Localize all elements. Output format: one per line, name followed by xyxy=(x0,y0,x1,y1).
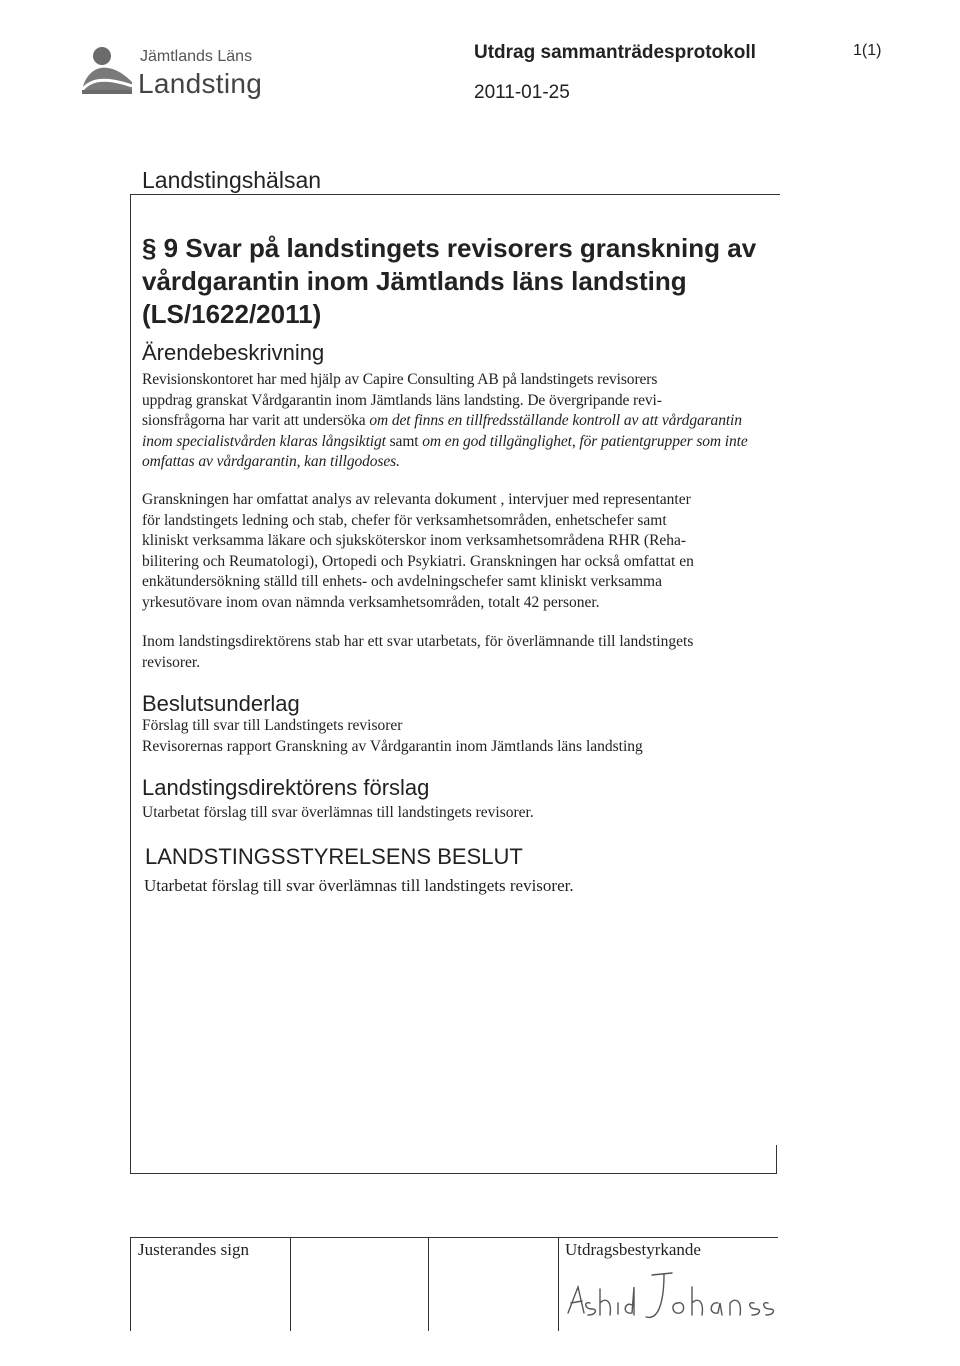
italic-question-text: om det finns en tillfredsställande kontroll av att vårdgarantin xyxy=(369,412,742,429)
beslut-text: Utarbetat förslag till svar överlämnas till landstingets revisorer. xyxy=(144,876,574,895)
italic-question-text: inom specialistvården klaras långsiktigt xyxy=(142,432,386,450)
document-date: 2011-01-25 xyxy=(474,82,570,103)
paragraph-line: uppdrag granskat Vårdgarantin inom Jämtlands läns landsting. De övergripande revi- xyxy=(142,391,662,409)
paragraph-line: Revisionskontoret har med hjälp av Capire Consulting AB på landstingets revisorers xyxy=(142,371,658,388)
justerandes-sign-label: Justerandes sign xyxy=(138,1240,249,1259)
landsting-logo-icon xyxy=(80,42,134,96)
beslutsunderlag-heading: Beslutsunderlag xyxy=(142,691,300,716)
paragraph-line: omfattas av vårdgarantin, kan tillgodoses. xyxy=(142,453,400,470)
arendebeskrivning-paragraph-2 xyxy=(142,490,772,613)
page-number: 1(1) xyxy=(853,42,882,59)
section-title-line: § 9 Svar på landstingets revisorers granskning av xyxy=(142,233,757,263)
paragraph-line: bilitering och Reumatologi), Ortopedi och Psykiatri. Granskningen har också omfattat en xyxy=(142,552,694,570)
frame-right-border xyxy=(776,1145,777,1173)
section-title-line: vårdgarantin inom Jämtlands läns landsting xyxy=(142,266,687,296)
paragraph-line xyxy=(142,411,772,432)
frame-left-border xyxy=(130,194,131,1174)
signature-table xyxy=(130,1237,778,1331)
arendebeskrivning-heading: Ärendebeskrivning xyxy=(142,340,325,365)
arendebeskrivning-paragraph-3 xyxy=(142,632,772,673)
list-item: Revisorernas rapport Granskning av Vårdgarantin inom Jämtlands läns landsting xyxy=(142,737,643,755)
logo-text-line2: Landsting xyxy=(138,68,263,99)
italic-question-text: om en god tillgänglighet, för patientgrupper som inte xyxy=(422,432,748,450)
logo-text-line1: Jämtlands Läns xyxy=(140,48,253,65)
table-top-border xyxy=(130,1237,778,1238)
utdragsbestyrkande-label: Utdragsbestyrkande xyxy=(565,1240,701,1259)
direktorens-forslag-heading: Landstingsdirektörens förslag xyxy=(142,775,430,800)
section-title-line: (LS/1622/2011) xyxy=(142,299,322,329)
paragraph-line xyxy=(142,432,772,453)
paragraph-line: kliniskt verksamma läkare och sjuksköterskor inom verksamhetsområdena RHR (Reha- xyxy=(142,532,687,549)
paragraph-text: samt xyxy=(385,432,423,450)
paragraph-line: enkätundersökning ställd till enhets- och avdelningschefer samt kliniskt verksamma xyxy=(142,573,662,590)
paragraph-line: Inom landstingsdirektörens stab har ett svar utarbetats, för överlämnande till landstingets xyxy=(142,633,694,650)
paragraph-line: revisorer. xyxy=(142,653,201,671)
frame-top-border xyxy=(130,194,780,195)
table-cell-divider xyxy=(290,1237,291,1331)
direktorens-forslag-text: Utarbetat förslag till svar överlämnas till landstingets revisorer. xyxy=(142,804,534,821)
table-cell-divider xyxy=(130,1237,131,1331)
table-cell-divider xyxy=(558,1237,559,1331)
paragraph-text: sionsfrågorna har varit att undersöka xyxy=(142,412,370,429)
document-title: Utdrag sammanträdesprotokoll xyxy=(474,42,756,63)
paragraph-line: Granskningen har omfattat analys av relevanta dokument , intervjuer med representanter xyxy=(142,491,691,508)
department-name: Landstingshälsan xyxy=(142,167,322,193)
section-title xyxy=(142,232,772,331)
paragraph-line: yrkesutövare inom ovan nämnda verksamhetsområden, totalt 42 personer. xyxy=(142,593,600,611)
table-cell-divider xyxy=(428,1237,429,1331)
list-item: Förslag till svar till Landstingets revisorer xyxy=(142,717,403,734)
paragraph-line: för landstingets ledning och stab, chefer för verksamhetsområden, enhetschefer samt xyxy=(142,511,667,529)
arendebeskrivning-paragraph-1 xyxy=(142,370,772,473)
beslutsunderlag-list xyxy=(142,716,643,757)
organization-logo xyxy=(80,34,290,104)
beslut-heading: LANDSTINGSSTYRELSENS BESLUT xyxy=(145,844,523,869)
handwritten-signature xyxy=(560,1257,780,1329)
frame-bottom-border xyxy=(130,1173,777,1174)
